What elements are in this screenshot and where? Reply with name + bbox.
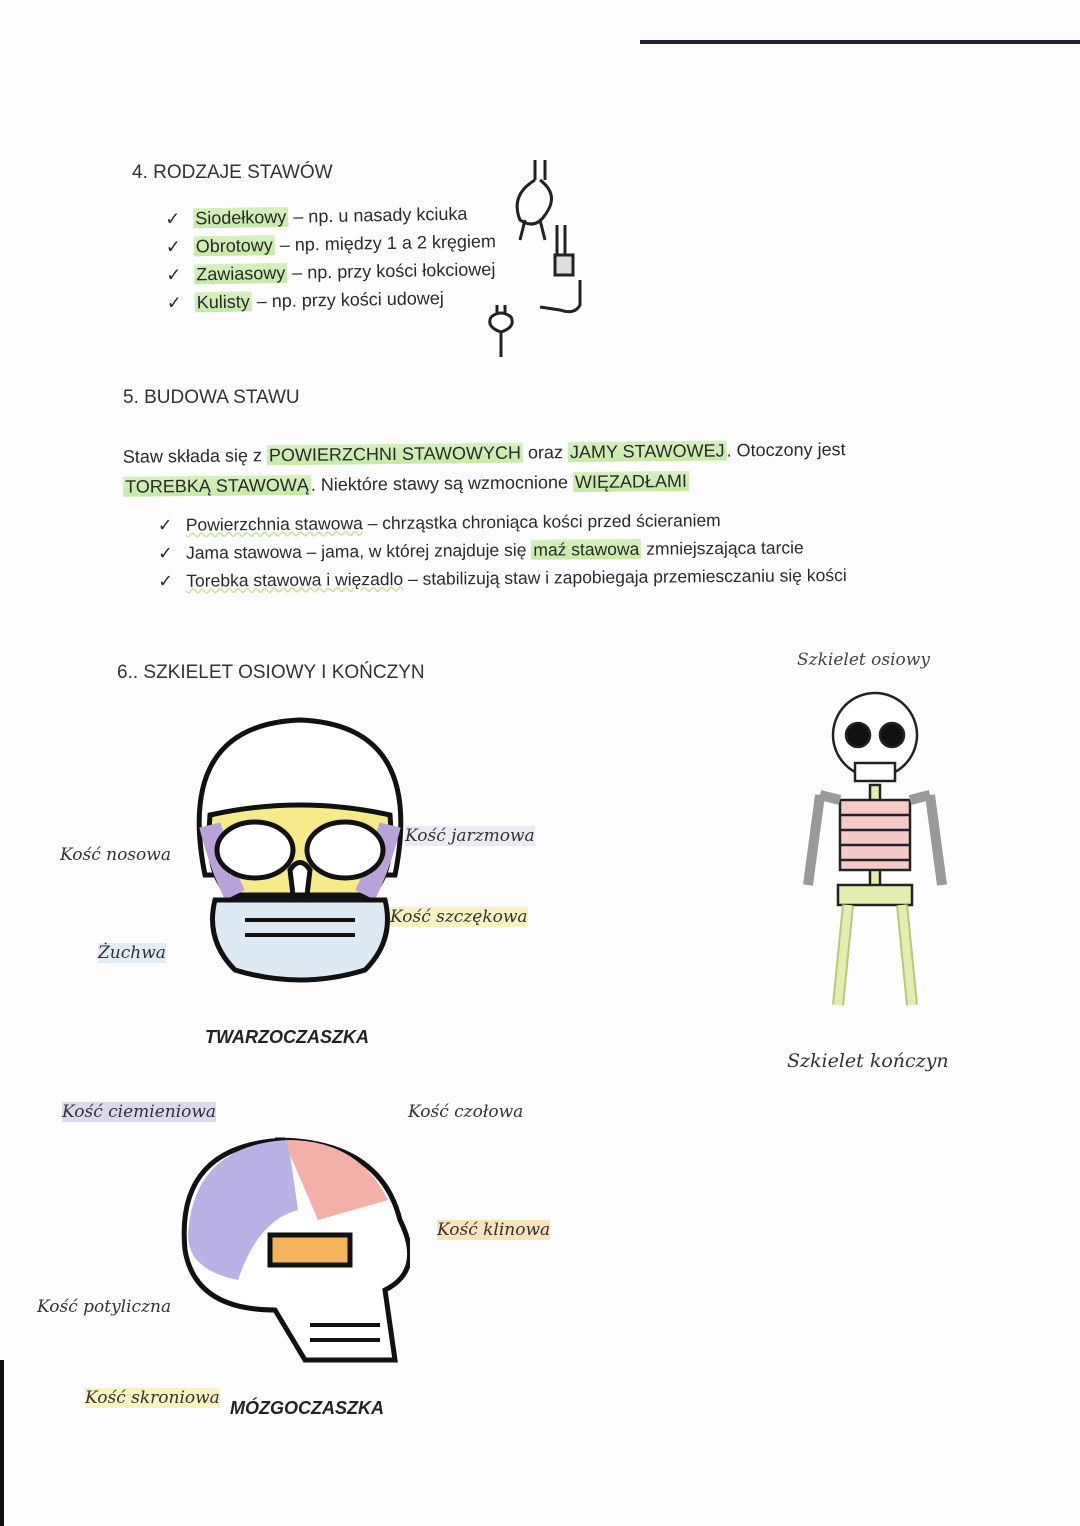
list-item: ✓ Powierzchnia stawowa – chrząstka chroniąca kości przed ścieraniem <box>158 505 847 539</box>
list-item: ✓ Jama stawowa – jama, w której znajduje się maź stawowa zmniejszająca tarcie <box>158 533 847 567</box>
check-icon: ✓ <box>166 264 182 285</box>
check-icon: ✓ <box>157 514 173 536</box>
list-item: ✓ Torebka stawowa i więzadlo – stabilizują staw i zapobiegaja przemiesczaniu się kości <box>158 561 847 595</box>
facial-skull-caption: TWARZOCZASZKA <box>205 1027 369 1047</box>
list-item: ✓ Obrotowy – np. między 1 a 2 kręgiem <box>166 227 497 261</box>
label-temporal-bone: Kość skroniowa <box>85 1388 220 1408</box>
section5-paragraph: Staw składa się z POWIERZCHNI STAWOWYCH oraz JAMY STAWOWEJ. Otoczony jest TOREBKĄ STAWOWĄ. Niektóre stawy są wzmocnione WIĘZADŁAMI <box>122 439 846 497</box>
skeleton-limbs-label: Szkielet kończyn <box>787 1050 949 1072</box>
joint-structure-list <box>158 505 847 595</box>
label-zygomatic-bone: Kość jarzmowa <box>405 826 535 846</box>
scan-edge-left <box>0 1360 4 1526</box>
check-icon: ✓ <box>165 208 181 229</box>
joint-illustrations <box>485 155 595 360</box>
skeleton-illustration <box>790 685 960 1030</box>
label-nasal-bone: Kość nosowa <box>60 845 171 865</box>
joint-types-list <box>165 199 497 317</box>
label-sphenoid-bone: Kość klinowa <box>437 1220 551 1240</box>
list-item: ✓ Siodełkowy – np. u nasady kciuka <box>165 199 496 233</box>
skeleton-axial-label: Szkielet osiowy <box>797 650 930 670</box>
cranium-caption: MÓZGOCZASZKA <box>230 1398 384 1418</box>
ball-joint-icon <box>490 305 513 357</box>
label-occipital-bone: Kość potyliczna <box>37 1297 172 1317</box>
label-parietal-bone: Kość ciemieniowa <box>62 1102 217 1122</box>
label-mandible: Żuchwa <box>98 943 166 963</box>
label-frontal-bone: Kość czołowa <box>408 1102 524 1122</box>
pivot-joint-icon <box>555 225 573 275</box>
check-icon: ✓ <box>158 570 174 592</box>
section5-title: 5. BUDOWA STAWU <box>123 387 300 408</box>
cranium-illustration <box>180 1135 410 1365</box>
section4-title: 4. RODZAJE STAWÓW <box>132 162 333 183</box>
check-icon: ✓ <box>157 542 173 564</box>
scan-edge-top <box>640 40 1080 44</box>
check-icon: ✓ <box>165 236 182 257</box>
facial-skull-illustration <box>185 715 415 995</box>
section6-title: 6.. SZKIELET OSIOWY I KOŃCZYN <box>117 662 425 683</box>
list-item: ✓ Zawiasowy – np. przy kości łokciowej <box>166 255 497 289</box>
hinge-joint-icon <box>540 280 580 312</box>
check-icon: ✓ <box>166 292 183 313</box>
label-maxilla: Kość szczękowa <box>390 907 528 927</box>
list-item: ✓ Kulisty – np. przy kości udowej <box>167 283 498 317</box>
saddle-joint-icon <box>517 160 551 240</box>
